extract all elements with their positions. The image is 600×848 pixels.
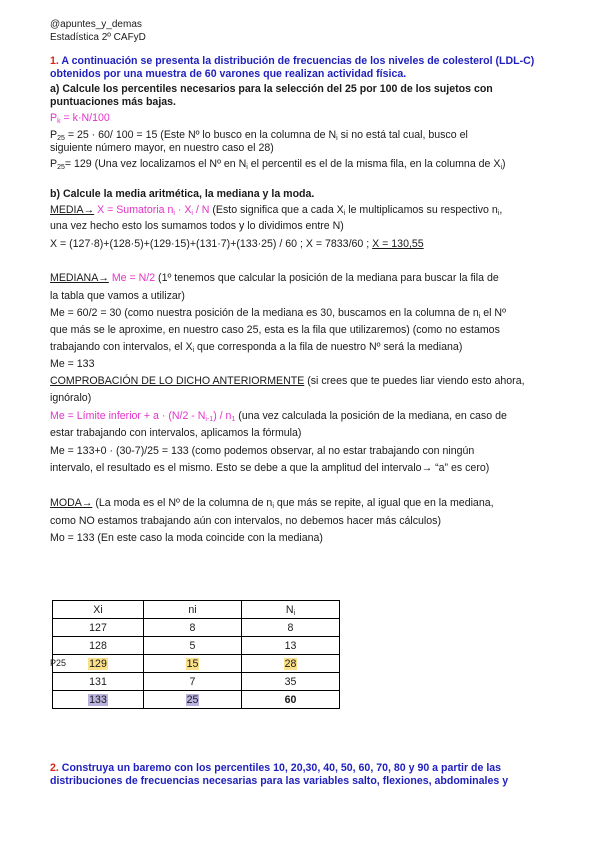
table-row-p25: 129 15 28 bbox=[53, 655, 340, 673]
question-2-line-2: distribuciones de frecuencias necesarias para las variables salto, flexiones, abdominales y bbox=[50, 775, 509, 787]
table-row: 127 8 8 bbox=[53, 619, 340, 637]
mediana-line-1: MEDIANA→ Me = N/2 (1º tenemos que calcular la posición de la mediana para buscar la fila de bbox=[50, 272, 499, 284]
comprobacion-line-6: intervalo, el resultado es el mismo. Esto se debe a que la amplitud del intervalo→ “a” es cero) bbox=[50, 462, 490, 474]
mediana-line-4: que más se le aproxime, en nuestro caso 25, esta es la fila que utilizaremos) (como no estamos bbox=[50, 324, 500, 336]
comprobacion-line-4: estar trabajando con intervalos, aplicamos la fórmula) bbox=[50, 427, 302, 439]
mediana-line-2: la tabla que vamos a utilizar) bbox=[50, 290, 185, 302]
header-Ni: $N_i$ bbox=[242, 601, 340, 619]
comprobacion-formula: Me = Límite inferior + $a \cdot (N/2 - N_{i-1}) / n_1$ (una vez calculada la posición de la mediana, en caso de bbox=[50, 410, 507, 423]
question-1-line-2: obtenidos por una muestra de 60 varones que realizan actividad física. bbox=[50, 68, 407, 80]
table-row: 128 5 13 bbox=[53, 637, 340, 655]
media-result: X = 130,55 bbox=[372, 238, 424, 250]
comprobacion-line-1: COMPROBACIÓN DE LO DICHO ANTERIORMENTE (si crees que te puedes liar viendo esto ahora, bbox=[50, 375, 525, 387]
section-b-title: b) Calcule la media aritmética, la mediana y la moda. bbox=[50, 188, 315, 200]
question-1-line-1: 1. A continuación se presenta la distribución de frecuencias de los niveles de colesterol (LDL-C) bbox=[50, 55, 535, 67]
media-line-2: una vez hecho esto los sumamos todos y lo dividimos entre N) bbox=[50, 220, 344, 232]
header-xi: Xi bbox=[53, 601, 144, 619]
mediana-result: Me = 133 bbox=[50, 358, 95, 370]
percentile-formula: $P_k = k\cdot N/100$ bbox=[50, 112, 110, 125]
media-calculation: X = (127·8)+(128·5)+(129·15)+(131·7)+(133·25) / 60 ; X = 7833/60 ; X = 130,55 bbox=[50, 238, 424, 250]
question-2-number: 2. bbox=[50, 762, 59, 774]
moda-line-2: como NO estamos trabajando aún con intervalos, no debemos hacer más cálculos) bbox=[50, 515, 441, 527]
moda-line-1: MODA→ (La moda es el Nº de la columna de $n_i$ que más se repite, al igual que en la mediana, bbox=[50, 497, 494, 510]
table-header-row bbox=[53, 601, 340, 619]
comprobacion-line-2: ignóralo) bbox=[50, 392, 92, 404]
course-title: Estadística 2º CAFyD bbox=[50, 32, 146, 43]
mediana-line-3: Me = 60/2 = 30 (como nuestra posición de la mediana es 30, buscamos en la columna de $n_i$ el Nº bbox=[50, 307, 506, 320]
percentile-result: $P_{25}= 129$ (Una vez localizamos el Nº en $N_i$ el percentil es el de la misma fila, en la columna de $X_i$) bbox=[50, 158, 506, 171]
mediana-line-5: trabajando con intervalos, el $X_i$ que corresponda a la fila de nuestro Nº será la mediana) bbox=[50, 341, 463, 354]
header-ni: ni bbox=[144, 601, 242, 619]
table-row-median: 133 25 60 bbox=[53, 691, 340, 709]
question-1-number: 1. bbox=[50, 55, 59, 67]
p25-row-label: P25 bbox=[50, 658, 67, 668]
percentile-calc-line-1: $P_{25} = 25 \cdot 60/$ 100 = 15 (Este Nº lo busco en la columna de $N_i$ si no está tal cual, busco el bbox=[50, 129, 468, 142]
comprobacion-calc: Me = 133+0 · (30-7)/25 = 133 (como podemos observar, al no estar trabajando con ningún bbox=[50, 445, 475, 457]
author-handle: @apuntes_y_demas bbox=[50, 19, 142, 30]
moda-result: Mo = 133 (En este caso la moda coincide con la mediana) bbox=[50, 532, 323, 544]
frequency-table bbox=[52, 600, 340, 709]
section-a-title-2: puntuaciones más bajas. bbox=[50, 96, 176, 108]
section-a-title-1: a) Calcule los percentiles necesarios para la selección del 25 por 100 de los sujetos con bbox=[50, 83, 493, 95]
percentile-calc-line-2: siguiente número mayor, en nuestro caso el 28) bbox=[50, 142, 274, 154]
question-2-line-1: 2. Construya un baremo con los percentiles 10, 20,30, 40, 50, 60, 70, 80 y 90 a partir de las bbox=[50, 762, 502, 774]
table-row: 131 7 35 bbox=[53, 673, 340, 691]
media-line-1: MEDIA→ X = Sumatoria $n_i \cdot X_i / N$ (Esto significa que a cada $X_i$ le multiplicamos su respectivo $n_i$, bbox=[50, 204, 503, 217]
